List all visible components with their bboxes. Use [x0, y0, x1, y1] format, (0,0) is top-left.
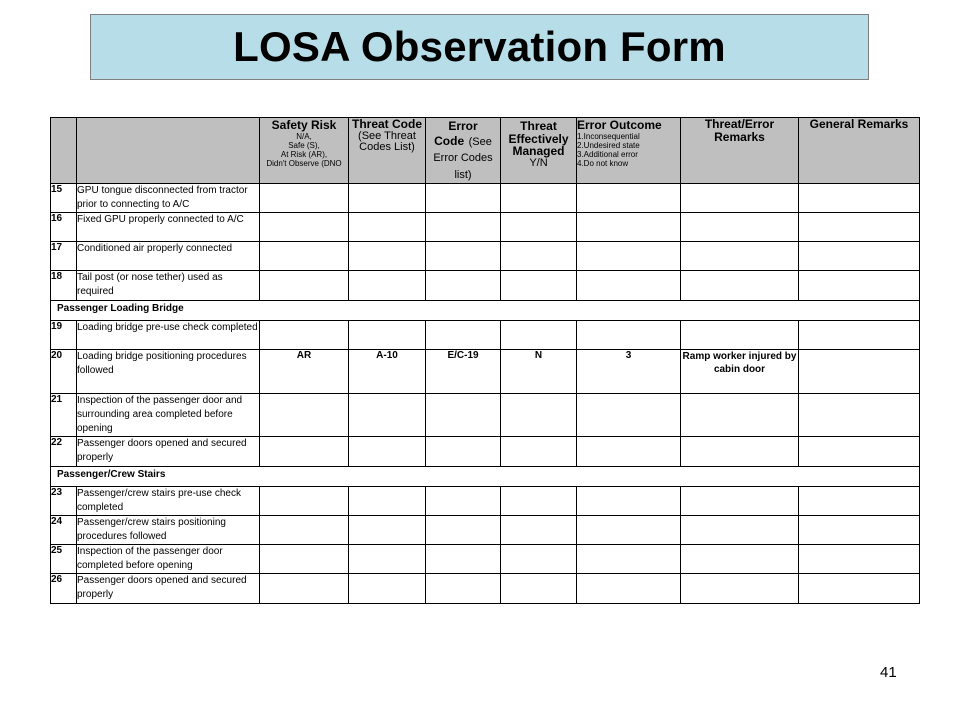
- general-remarks-cell[interactable]: [799, 515, 920, 544]
- page-number: 41: [880, 664, 897, 681]
- threat-managed-cell[interactable]: [501, 212, 577, 241]
- threat-managed-cell[interactable]: [501, 320, 577, 349]
- header-error-code: Error Code (See Error Codes list): [426, 118, 501, 184]
- error-code-cell[interactable]: [426, 183, 501, 212]
- table-row: [51, 183, 920, 212]
- threat-error-remarks-cell[interactable]: [681, 436, 799, 466]
- section-title: Passenger/Crew Stairs: [51, 466, 920, 486]
- safety-risk-cell[interactable]: [260, 270, 349, 300]
- threat-managed-cell[interactable]: [501, 515, 577, 544]
- table-row: [51, 544, 920, 573]
- error-outcome-cell[interactable]: [577, 515, 681, 544]
- general-remarks-cell[interactable]: [799, 393, 920, 436]
- error-outcome-cell[interactable]: [577, 241, 681, 270]
- row-number: 15: [51, 183, 77, 212]
- header-item: [77, 118, 260, 184]
- header-threat-error-remarks: Threat/Error Remarks: [681, 118, 799, 184]
- safety-risk-cell[interactable]: [260, 515, 349, 544]
- threat-code-cell[interactable]: A-10: [349, 349, 426, 393]
- threat-code-cell[interactable]: [349, 436, 426, 466]
- safety-risk-cell[interactable]: [260, 183, 349, 212]
- general-remarks-cell[interactable]: [799, 486, 920, 515]
- safety-risk-cell[interactable]: [260, 573, 349, 603]
- threat-error-remarks-cell[interactable]: [681, 320, 799, 349]
- form-title: LOSA Observation Form: [233, 23, 726, 70]
- threat-managed-cell[interactable]: [501, 544, 577, 573]
- threat-error-remarks-cell[interactable]: [681, 573, 799, 603]
- threat-error-remarks-cell[interactable]: [681, 393, 799, 436]
- safety-risk-cell[interactable]: [260, 436, 349, 466]
- threat-error-remarks-cell[interactable]: Ramp worker injured by cabin door: [681, 349, 799, 393]
- error-code-cell[interactable]: [426, 486, 501, 515]
- table-row: [51, 320, 920, 349]
- table-row: [51, 436, 920, 466]
- error-code-cell[interactable]: [426, 573, 501, 603]
- row-description: Passenger/crew stairs pre-use check completed: [77, 486, 260, 515]
- header-safety-risk: Safety Risk N/A, Safe (S), At Risk (AR), Didn't Observe (DNO: [260, 118, 349, 184]
- threat-error-remarks-cell[interactable]: [681, 515, 799, 544]
- error-code-cell[interactable]: [426, 515, 501, 544]
- row-description: Inspection of the passenger door and surrounding area completed before opening: [77, 393, 260, 436]
- threat-code-cell[interactable]: [349, 573, 426, 603]
- threat-managed-cell[interactable]: [501, 241, 577, 270]
- table-row: [51, 349, 920, 393]
- general-remarks-cell[interactable]: [799, 544, 920, 573]
- threat-managed-cell[interactable]: N: [501, 349, 577, 393]
- row-description: Passenger doors opened and secured properly: [77, 573, 260, 603]
- observation-table: [50, 117, 920, 604]
- table-row: [51, 241, 920, 270]
- row-number: 19: [51, 320, 77, 349]
- row-description: Inspection of the passenger door completed before opening: [77, 544, 260, 573]
- row-number: 25: [51, 544, 77, 573]
- error-code-cell[interactable]: [426, 320, 501, 349]
- row-number: 26: [51, 573, 77, 603]
- threat-managed-cell[interactable]: [501, 393, 577, 436]
- row-description: Loading bridge pre-use check completed: [77, 320, 260, 349]
- general-remarks-cell[interactable]: [799, 320, 920, 349]
- error-code-cell[interactable]: [426, 241, 501, 270]
- threat-code-cell[interactable]: [349, 393, 426, 436]
- row-description: GPU tongue disconnected from tractor prior to connecting to A/C: [77, 183, 260, 212]
- row-number: 18: [51, 270, 77, 300]
- error-code-cell[interactable]: [426, 436, 501, 466]
- header-num: [51, 118, 77, 184]
- safety-risk-cell[interactable]: [260, 393, 349, 436]
- threat-error-remarks-cell[interactable]: [681, 544, 799, 573]
- row-description: Loading bridge positioning procedures followed: [77, 349, 260, 393]
- error-outcome-cell[interactable]: [577, 436, 681, 466]
- row-number: 22: [51, 436, 77, 466]
- threat-code-cell[interactable]: [349, 486, 426, 515]
- general-remarks-cell[interactable]: [799, 183, 920, 212]
- threat-managed-cell[interactable]: [501, 573, 577, 603]
- safety-risk-cell[interactable]: [260, 320, 349, 349]
- row-number: 16: [51, 212, 77, 241]
- section-row-stairs: [51, 466, 920, 486]
- safety-risk-cell[interactable]: [260, 212, 349, 241]
- threat-managed-cell[interactable]: [501, 486, 577, 515]
- error-outcome-cell[interactable]: [577, 212, 681, 241]
- header-general-remarks: General Remarks: [799, 118, 920, 184]
- threat-error-remarks-cell[interactable]: [681, 270, 799, 300]
- header-row: [51, 118, 920, 184]
- general-remarks-cell[interactable]: [799, 573, 920, 603]
- error-outcome-cell[interactable]: [577, 393, 681, 436]
- general-remarks-cell[interactable]: [799, 241, 920, 270]
- general-remarks-cell[interactable]: [799, 349, 920, 393]
- error-outcome-cell[interactable]: [577, 573, 681, 603]
- safety-risk-cell[interactable]: [260, 544, 349, 573]
- error-code-cell[interactable]: E/C-19: [426, 349, 501, 393]
- row-description: Tail post (or nose tether) used as required: [77, 270, 260, 300]
- header-error-outcome: Error Outcome 1.Inconsequential 2.Undesired state 3.Additional error 4.Do not know: [577, 118, 681, 184]
- header-threat-code: Threat Code (See Threat Codes List): [349, 118, 426, 184]
- error-outcome-cell[interactable]: [577, 486, 681, 515]
- threat-error-remarks-cell[interactable]: [681, 212, 799, 241]
- table-row: [51, 393, 920, 436]
- threat-code-cell[interactable]: [349, 544, 426, 573]
- error-outcome-cell[interactable]: 3: [577, 349, 681, 393]
- threat-managed-cell[interactable]: [501, 270, 577, 300]
- row-number: 23: [51, 486, 77, 515]
- error-code-cell[interactable]: [426, 544, 501, 573]
- row-number: 24: [51, 515, 77, 544]
- table-row: [51, 270, 920, 300]
- threat-managed-cell[interactable]: [501, 436, 577, 466]
- general-remarks-cell[interactable]: [799, 270, 920, 300]
- threat-code-cell[interactable]: [349, 241, 426, 270]
- error-outcome-cell[interactable]: [577, 270, 681, 300]
- table-row: [51, 212, 920, 241]
- threat-managed-cell[interactable]: [501, 183, 577, 212]
- threat-code-cell[interactable]: [349, 515, 426, 544]
- safety-risk-cell[interactable]: [260, 486, 349, 515]
- row-description: Passenger/crew stairs positioning procedures followed: [77, 515, 260, 544]
- error-code-cell[interactable]: [426, 212, 501, 241]
- row-description: Conditioned air properly connected: [77, 241, 260, 270]
- row-number: 20: [51, 349, 77, 393]
- table-row: [51, 486, 920, 515]
- row-number: 21: [51, 393, 77, 436]
- form-title-banner: [90, 14, 869, 80]
- threat-error-remarks-cell[interactable]: [681, 241, 799, 270]
- threat-code-cell[interactable]: [349, 270, 426, 300]
- error-outcome-cell[interactable]: [577, 183, 681, 212]
- safety-risk-cell[interactable]: AR: [260, 349, 349, 393]
- table-row: [51, 573, 920, 603]
- error-outcome-cell[interactable]: [577, 544, 681, 573]
- error-code-cell[interactable]: [426, 270, 501, 300]
- row-description: Passenger doors opened and secured properly: [77, 436, 260, 466]
- row-number: 17: [51, 241, 77, 270]
- error-code-cell[interactable]: [426, 393, 501, 436]
- header-threat-managed: Threat Effectively Managed Y/N: [501, 118, 577, 184]
- error-outcome-cell[interactable]: [577, 320, 681, 349]
- section-row-loading-bridge: [51, 300, 920, 320]
- section-title: Passenger Loading Bridge: [51, 300, 920, 320]
- general-remarks-cell[interactable]: [799, 436, 920, 466]
- threat-code-cell[interactable]: [349, 320, 426, 349]
- safety-risk-cell[interactable]: [260, 241, 349, 270]
- threat-error-remarks-cell[interactable]: [681, 183, 799, 212]
- threat-code-cell[interactable]: [349, 183, 426, 212]
- general-remarks-cell[interactable]: [799, 212, 920, 241]
- row-description: Fixed GPU properly connected to A/C: [77, 212, 260, 241]
- threat-code-cell[interactable]: [349, 212, 426, 241]
- table-row: [51, 515, 920, 544]
- threat-error-remarks-cell[interactable]: [681, 486, 799, 515]
